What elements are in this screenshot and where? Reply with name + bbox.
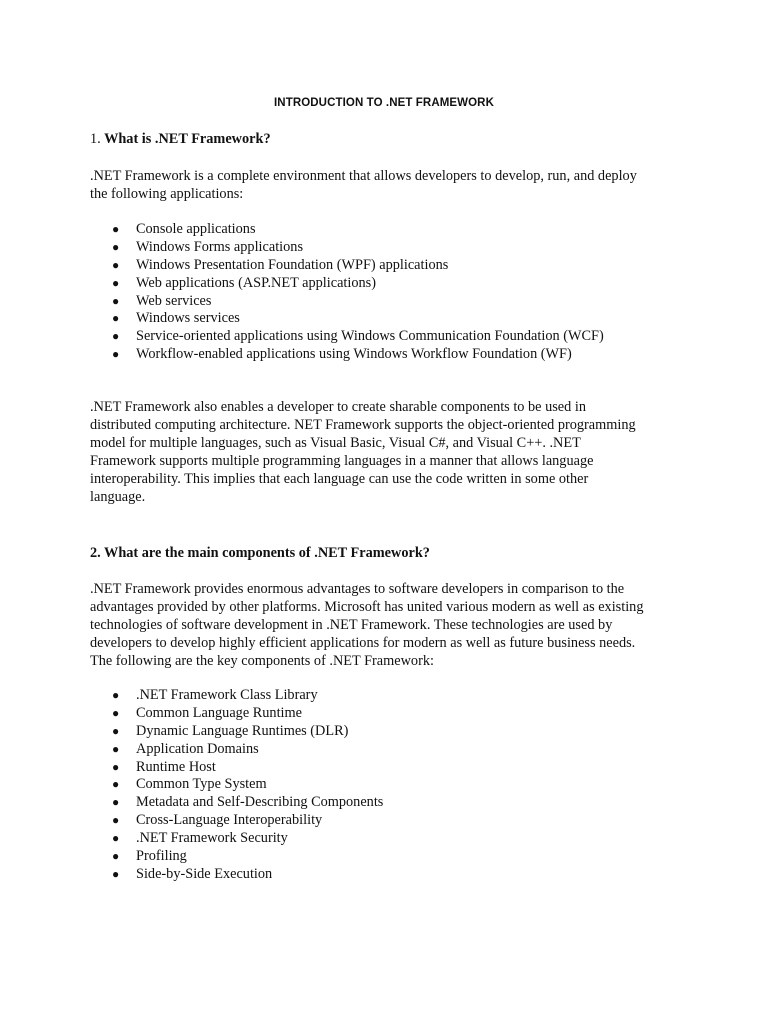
list-item-text: Web services	[136, 292, 212, 309]
list-item	[112, 257, 604, 275]
list-item-text: Windows Forms applications	[136, 238, 304, 255]
bullet-icon: ●	[112, 866, 120, 881]
bullet-icon: ●	[112, 777, 120, 792]
section-1-intro-line: the following applications:	[90, 186, 244, 202]
list-item-text: Windows Presentation Foundation (WPF) applications	[136, 256, 449, 273]
paragraph-line: Framework supports multiple programming languages in a manner that allows language	[90, 453, 594, 469]
paragraph-line: model for multiple languages, such as Visual Basic, Visual C#, and Visual C++. .NET	[90, 435, 581, 451]
paragraph-line: The following are the key components of .NET Framework:	[90, 653, 434, 669]
section-1-intro	[90, 167, 690, 203]
bullet-icon: ●	[112, 849, 120, 864]
list-item-text: Cross-Language Interoperability	[136, 812, 323, 829]
bullet-icon: ●	[112, 795, 120, 810]
list-item	[112, 776, 383, 794]
list-item-text: Application Domains	[136, 740, 259, 757]
section-2-paragraph	[90, 580, 690, 670]
list-item-text: Dynamic Language Runtimes (DLR)	[136, 722, 349, 739]
list-item	[112, 848, 383, 866]
list-item	[112, 705, 383, 723]
list-item-text: Windows services	[136, 310, 240, 327]
paragraph-line: technologies of software development in .NET Framework. These technologies are used by	[90, 617, 613, 633]
document-title: INTRODUCTION TO .NET FRAMEWORK	[274, 97, 494, 109]
list-item	[112, 221, 604, 239]
section-1-heading-text: What is .NET Framework?	[104, 131, 271, 147]
bullet-icon: ●	[112, 723, 120, 738]
paragraph-line: distributed computing architecture. NET Framework supports the object-oriented programming	[90, 417, 636, 433]
section-1-heading	[90, 130, 271, 148]
list-item-text: Profiling	[136, 848, 187, 865]
bullet-icon: ●	[112, 311, 120, 326]
bullet-icon: ●	[112, 293, 120, 308]
list-item	[112, 723, 383, 741]
list-item-text: Service-oriented applications using Windows Communication Foundation (WCF)	[136, 328, 604, 345]
list-item	[112, 346, 604, 364]
list-item-text: Side-by-Side Execution	[136, 865, 273, 882]
bullet-icon: ●	[112, 275, 120, 290]
list-item	[112, 310, 604, 328]
paragraph-line: .NET Framework also enables a developer to create sharable components to be used in	[90, 399, 586, 415]
bullet-icon: ●	[112, 813, 120, 828]
bullet-icon: ●	[112, 831, 120, 846]
bullet-icon: ●	[112, 239, 120, 254]
list-item	[112, 687, 383, 705]
bullet-icon: ●	[112, 329, 120, 344]
section-1-intro-line: .NET Framework is a complete environment that allows developers to develop, run, and deploy	[90, 168, 637, 184]
list-item-text: Runtime Host	[136, 758, 216, 775]
list-item-text: Common Language Runtime	[136, 704, 302, 721]
list-item-text: Workflow-enabled applications using Windows Workflow Foundation (WF)	[136, 346, 572, 363]
list-item	[112, 866, 383, 884]
application-types-list	[112, 221, 604, 364]
paragraph-line: .NET Framework provides enormous advantages to software developers in comparison to the	[90, 581, 625, 597]
bullet-icon: ●	[112, 347, 120, 362]
list-item	[112, 741, 383, 759]
section-1-paragraph	[90, 398, 690, 506]
framework-components-list	[112, 687, 383, 884]
list-item-text: .NET Framework Security	[136, 830, 288, 847]
bullet-icon: ●	[112, 688, 120, 702]
paragraph-line: interoperability. This implies that each language can use the code written in some other	[90, 471, 589, 487]
list-item-text: Web applications (ASP.NET applications)	[136, 274, 377, 291]
list-item-text: Common Type System	[136, 776, 267, 793]
list-item	[112, 794, 383, 812]
bullet-icon: ●	[112, 705, 120, 720]
list-item	[112, 830, 383, 848]
list-item	[112, 275, 604, 293]
list-item	[112, 328, 604, 346]
list-item-text: .NET Framework Class Library	[136, 687, 318, 703]
bullet-icon: ●	[112, 759, 120, 774]
bullet-icon: ●	[112, 222, 120, 236]
bullet-icon: ●	[112, 741, 120, 756]
list-item-text: Metadata and Self-Describing Components	[136, 794, 384, 811]
list-item	[112, 759, 383, 777]
list-item	[112, 812, 383, 830]
paragraph-line: developers to develop highly efficient applications for modern as well as future business needs.	[90, 635, 636, 651]
section-2-heading: 2. What are the main components of .NET Framework?	[90, 545, 430, 561]
list-item	[112, 293, 604, 311]
section-1-number: 1.	[90, 131, 101, 147]
paragraph-line: advantages provided by other platforms. Microsoft has united various modern as well as existing	[90, 599, 644, 615]
bullet-icon: ●	[112, 257, 120, 272]
list-item	[112, 239, 604, 257]
list-item-text: Console applications	[136, 221, 256, 237]
paragraph-line: language.	[90, 489, 146, 505]
